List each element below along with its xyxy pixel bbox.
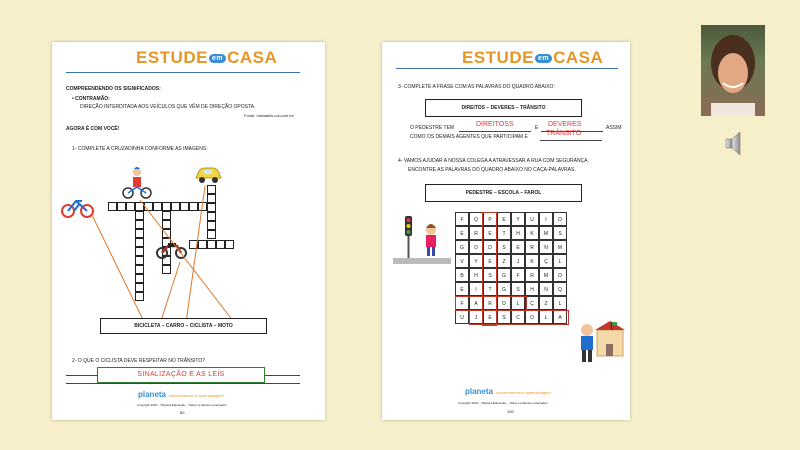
term-label: • CONTRAMÃO:	[72, 96, 110, 102]
word-search-cell[interactable]: A	[469, 296, 483, 310]
word-search-cell[interactable]: D	[483, 240, 497, 254]
word-search-cell[interactable]: L	[539, 310, 553, 324]
word-search-cell[interactable]: C	[511, 310, 525, 324]
word-search-cell[interactable]: H	[525, 282, 539, 296]
word-search-cell[interactable]: J	[511, 254, 525, 268]
word-search-cell[interactable]: S	[483, 268, 497, 282]
page-number-left: 80	[180, 410, 185, 415]
word-search-cell[interactable]: F	[511, 268, 525, 282]
highlight-farol	[455, 296, 527, 311]
word-search-cell[interactable]: O	[525, 310, 539, 324]
word-search-cell[interactable]: Z	[497, 254, 511, 268]
q3-word-bank: DIREITOS – DEVERES – TRÂNSITO	[425, 99, 582, 117]
word-search-cell[interactable]: G	[455, 240, 469, 254]
sentence-line-1-start: O PEDESTRE TEM	[410, 125, 455, 131]
word-search-cell[interactable]: R	[525, 240, 539, 254]
word-search-cell[interactable]: S	[497, 310, 511, 324]
word-search-cell[interactable]: U	[455, 310, 469, 324]
word-search-cell[interactable]: S	[511, 282, 525, 296]
word-search-cell[interactable]: L	[553, 296, 567, 310]
word-search-cell[interactable]: Q	[553, 282, 567, 296]
word-search-cell[interactable]: N	[539, 240, 553, 254]
sentence-line-1-end: ASSIM	[606, 125, 622, 131]
word-search-cell[interactable]: Ç	[525, 296, 539, 310]
question-4-line-1: 4- VAMOS AJUDAR A NOSSA COLEGA A ATRAVESSAR A RUA COM SEGURANÇA.	[398, 158, 589, 164]
sentence-line-2: COMO OS DEMAIS AGENTES QUE PARTICIPAM E	[410, 134, 528, 140]
word-search-cell[interactable]: Z	[539, 296, 553, 310]
question-1: 1- COMPLETE A CRUZADINHA CONFORME AS IMAGENS:	[72, 146, 208, 152]
word-search-cell[interactable]: I	[539, 212, 553, 226]
answer-deveres[interactable]: DEVERES	[548, 121, 582, 128]
word-search-cell[interactable]: R	[525, 268, 539, 282]
speaker-icon[interactable]	[725, 130, 747, 156]
word-search-cell[interactable]: Y	[469, 254, 483, 268]
word-search-cell[interactable]: R	[469, 226, 483, 240]
planeta-footer-logo-right: planeta conhecimento e aprendizagem	[465, 387, 551, 396]
word-search-cell[interactable]: J	[469, 310, 483, 324]
answer-box[interactable]: SINALIZAÇÃO E AS LEIS	[97, 367, 265, 383]
word-search-cell[interactable]: M	[553, 240, 567, 254]
word-search-cell[interactable]: S	[553, 226, 567, 240]
copyright-left: Copyright 2020 – Planeta Educação – Todos os direitos reservados	[137, 403, 227, 407]
word-search-cell[interactable]: L	[511, 296, 525, 310]
word-search-cell[interactable]: M	[539, 268, 553, 282]
word-search-cell[interactable]: G	[497, 268, 511, 282]
school-kid-icon	[575, 318, 627, 370]
prompt-text: AGORA É COM VOCÊ!	[66, 126, 120, 132]
word-search-cell[interactable]: D	[469, 240, 483, 254]
blank-1	[459, 131, 531, 132]
word-search-cell[interactable]: H	[511, 226, 525, 240]
sentence-conjunction: E	[535, 125, 539, 131]
planeta-footer-logo: planeta conhecimento e aprendizagem	[138, 390, 224, 399]
word-search-cell[interactable]: Y	[511, 212, 525, 226]
copyright-right: Copyright 2020 – Planeta Educação – Todos os direitos reservados	[458, 401, 548, 405]
word-search-cell[interactable]: E	[511, 240, 525, 254]
word-search-cell[interactable]: S	[497, 240, 511, 254]
question-4-line-2: ENCONTRE AS PALAVRAS DO QUADRO ABAIXO NO CAÇA-PALAVRAS.	[408, 167, 576, 173]
word-search-cell[interactable]: R	[483, 296, 497, 310]
word-search-cell[interactable]: K	[525, 226, 539, 240]
word-search-cell[interactable]: T	[483, 282, 497, 296]
word-search-cell[interactable]: P	[483, 212, 497, 226]
word-search-cell[interactable]: F	[455, 296, 469, 310]
person-avatar-icon	[701, 25, 765, 116]
word-search-cell[interactable]: V	[455, 254, 469, 268]
word-search-cell[interactable]: G	[497, 282, 511, 296]
word-search-cell[interactable]: B	[455, 268, 469, 282]
question-3: 3- COMPLETE A FRASE COM AS PALAVRAS DO QUADRO ABAIXO:	[398, 84, 555, 90]
crossword-word-bank: BICICLETA – CARRO – CICLISTA – MOTO	[100, 318, 267, 334]
word-search-cell[interactable]: K	[525, 254, 539, 268]
answer-transito[interactable]: TRÂNSITO	[546, 130, 582, 137]
word-search-cell[interactable]: L	[553, 254, 567, 268]
word-search-cell[interactable]: Q	[469, 212, 483, 226]
word-search-cell[interactable]: O	[553, 212, 567, 226]
word-search-cell[interactable]: E	[483, 254, 497, 268]
word-search-cell[interactable]: N	[539, 282, 553, 296]
word-search-cell[interactable]: H	[469, 268, 483, 282]
word-search-cell[interactable]: I	[469, 282, 483, 296]
word-search-cell[interactable]: O	[497, 296, 511, 310]
word-search-cell[interactable]: F	[455, 212, 469, 226]
answer-line-2	[66, 383, 300, 384]
term-definition: DIREÇÃO INTERDITADA AOS VEÍCULOS QUE VÊM DE DIREÇÃO OPOSTA.	[80, 104, 256, 110]
word-search-cell[interactable]: O	[553, 268, 567, 282]
word-search-cell[interactable]: T	[497, 226, 511, 240]
blank-3	[540, 140, 602, 141]
highlight-escola	[469, 310, 569, 325]
profile-photo	[701, 25, 765, 116]
traffic-light-girl-icon	[393, 210, 451, 266]
section-title: COMPREENDENDO OS SIGNIFICADOS:	[66, 86, 161, 92]
word-search-cell[interactable]: E	[483, 226, 497, 240]
estude-em-casa-logo: ESTUDE em CASA	[136, 48, 278, 67]
estude-em-casa-logo-right: ESTUDE em CASA	[462, 48, 604, 67]
word-search-cell[interactable]: Ç	[539, 254, 553, 268]
word-search-cell[interactable]: M	[539, 226, 553, 240]
word-search-cell[interactable]: E	[483, 310, 497, 324]
header-rule-right	[396, 68, 618, 69]
word-search-cell[interactable]: E	[455, 282, 469, 296]
word-search-cell[interactable]: A	[553, 310, 567, 324]
word-search-cell[interactable]: U	[525, 212, 539, 226]
q4-word-bank: PEDESTRE – ESCOLA – FAROL	[425, 184, 582, 202]
question-2: 2- O QUE O CICLISTA DEVE RESPEITAR NO TRÂNSITO?	[72, 358, 205, 364]
source-note: Fonte: michaelis.uol.com.br/	[244, 113, 295, 118]
page-number-right: 100	[507, 409, 514, 414]
word-search-cell[interactable]: E	[497, 212, 511, 226]
word-search-cell[interactable]: E	[455, 226, 469, 240]
answer-direitos[interactable]: DIREITOSS	[476, 121, 514, 128]
